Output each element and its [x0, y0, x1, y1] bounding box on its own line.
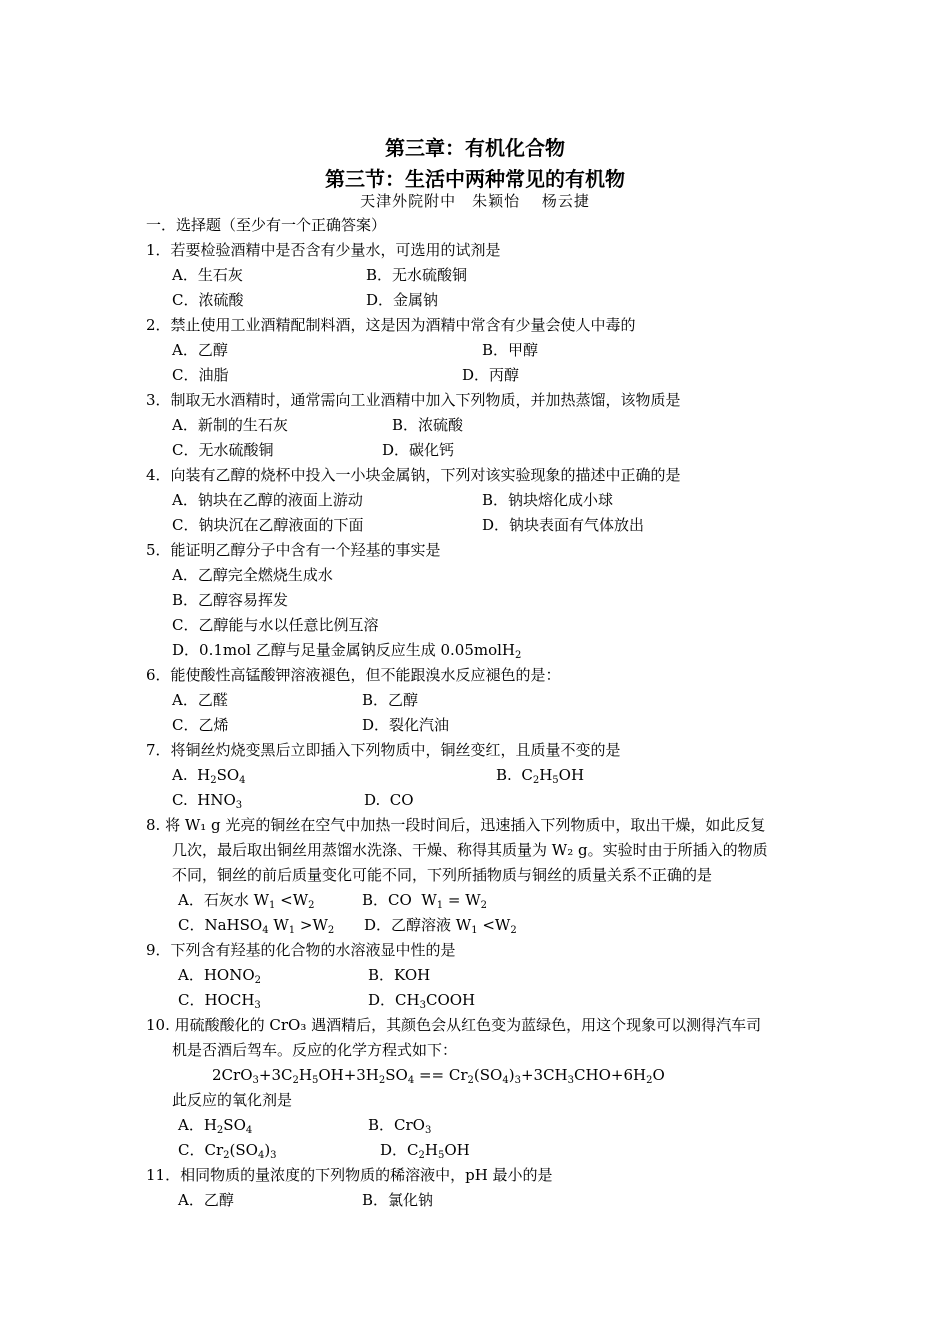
q4-option-a: A．钠块在乙醇的液面上游动 [172, 491, 363, 509]
q11-option-a: A．乙醇 [178, 1191, 234, 1209]
chapter-title: 第三章：有机化合物 [385, 136, 565, 160]
q11-option-b: B．氯化钠 [362, 1191, 434, 1209]
question-8-line-1: 8. 将 W₁ g 光亮的铜丝在空气中加热一段时间后，迅速插入下列物质中，取出干燥，如此反复 [146, 816, 766, 834]
q7-option-c: C. $HNO_3$ [172, 791, 243, 811]
question-1-stem: 1．若要检验酒精中是否含有少量水，可选用的试剂是 [146, 241, 501, 259]
q6-option-c: C．乙烯 [172, 716, 229, 734]
q5-option-b: B．乙醇容易挥发 [172, 591, 289, 609]
q6-option-d: D．裂化汽油 [362, 716, 450, 734]
question-9-stem: 9．下列含有羟基的化合物的水溶液显中性的是 [146, 941, 456, 959]
q5-option-c: C．乙醇能与水以任意比例互溶 [172, 616, 379, 634]
q8-option-b: B．CO $W_1 = W_2$ [362, 891, 488, 911]
q1-option-b: B．无水硫酸铜 [366, 266, 468, 284]
q3-option-d: D．碳化钙 [382, 441, 455, 459]
q4-option-b: B．钠块熔化成小球 [482, 491, 614, 509]
q7-option-a: A. $H_2SO_4$ [172, 766, 246, 786]
question-10-line-2: 机是否酒后驾车。反应的化学方程式如下： [172, 1041, 458, 1059]
q7-option-d: D. CO [364, 791, 414, 809]
q6-option-b: B．乙醇 [362, 691, 419, 709]
q5-option-a: A．乙醇完全燃烧生成水 [172, 566, 333, 584]
q3-option-b: B．浓硫酸 [392, 416, 464, 434]
q7-option-b: B. $C_2H_5OH$ [496, 766, 585, 786]
q4-option-d: D．钠块表面有气体放出 [482, 516, 645, 534]
question-3-stem: 3．制取无水酒精时，通常需向工业酒精中加入下列物质，并加热蒸馏，该物质是 [146, 391, 681, 409]
q9-option-a: A．$HONO_2$ [178, 966, 262, 986]
authors-line: 天津外院附中 朱颖怡 杨云捷 [360, 192, 590, 210]
q2-option-b: B．甲醇 [482, 341, 539, 359]
question-8-line-2: 几次，最后取出铜丝用蒸馏水洗涤、干燥、称得其质量为 W₂ g。实验时由于所插入的物质 [172, 841, 768, 859]
question-5-stem: 5．能证明乙醇分子中含有一个羟基的事实是 [146, 541, 441, 559]
q2-option-d: D．丙醇 [462, 366, 520, 384]
q1-option-a: A．生石灰 [172, 266, 243, 284]
question-10-line-3: 此反应的氧化剂是 [172, 1091, 293, 1109]
q2-option-c: C．油脂 [172, 366, 229, 384]
q5-option-d: D．0.1mol 乙醇与足量金属钠反应生成 0.05molH$_2$ [172, 641, 522, 661]
q9-option-d: D．$CH_3COOH$ [368, 991, 476, 1011]
q10-option-b: B．CrO$_3$ [368, 1116, 432, 1136]
question-6-stem: 6．能使酸性高锰酸钾溶液褪色，但不能跟溴水反应褪色的是： [146, 666, 561, 684]
q8-option-c: C．NaHSO$_4$ $W_1 >W_2$ [178, 916, 335, 936]
q1-option-d: D．金属钠 [366, 291, 439, 309]
q8-option-d: D．乙醇溶液 $W_1 <W_2$ [364, 916, 517, 936]
q9-option-c: C．$HOCH_3$ [178, 991, 261, 1011]
q1-option-c: C．浓硫酸 [172, 291, 244, 309]
q6-option-a: A．乙醛 [172, 691, 228, 709]
q3-option-a: A．新制的生石灰 [172, 416, 288, 434]
question-4-stem: 4．向装有乙醇的烧杯中投入一小块金属钠，下列对该实验现象的描述中正确的是 [146, 466, 681, 484]
question-2-stem: 2．禁止使用工业酒精配制料酒，这是因为酒精中常含有少量会使人中毒的 [146, 316, 636, 334]
q10-option-d: D．$C_2H_5OH$ [380, 1141, 470, 1161]
q9-option-b: B．KOH [368, 966, 431, 984]
question-11-stem: 11．相同物质的量浓度的下列物质的稀溶液中，pH 最小的是 [146, 1166, 553, 1184]
section-title: 第三节：生活中两种常见的有机物 [325, 167, 625, 191]
q3-option-c: C．无水硫酸铜 [172, 441, 274, 459]
q10-option-c: C．$Cr_2(SO_4)_3$ [178, 1141, 277, 1161]
q8-option-a: A．石灰水 $W_1 <W_2$ [178, 891, 315, 911]
question-10-line-1: 10. 用硫酸酸化的 CrO₃ 遇酒精后，其颜色会从红色变为蓝绿色，用这个现象可以测得汽车司 [146, 1016, 762, 1034]
q2-option-a: A．乙醇 [172, 341, 228, 359]
q10-option-a: A．$H_2SO_4$ [178, 1116, 253, 1136]
question-8-line-3: 不同，铜丝的前后质量变化可能不同，下列所插物质与铜丝的质量关系不正确的是 [172, 866, 713, 884]
question-7-stem: 7．将铜丝灼烧变黑后立即插入下列物质中，铜丝变红，且质量不变的是 [146, 741, 621, 759]
q4-option-c: C．钠块沉在乙醇液面的下面 [172, 516, 364, 534]
part-heading: 一．选择题（至少有一个正确答案） [146, 216, 387, 234]
q10-equation: $2CrO_3+3C_2H_5OH+3H_2SO_4 == Cr_2(SO_4)_3+3CH_3CHO+6H_2O$ [212, 1066, 665, 1086]
